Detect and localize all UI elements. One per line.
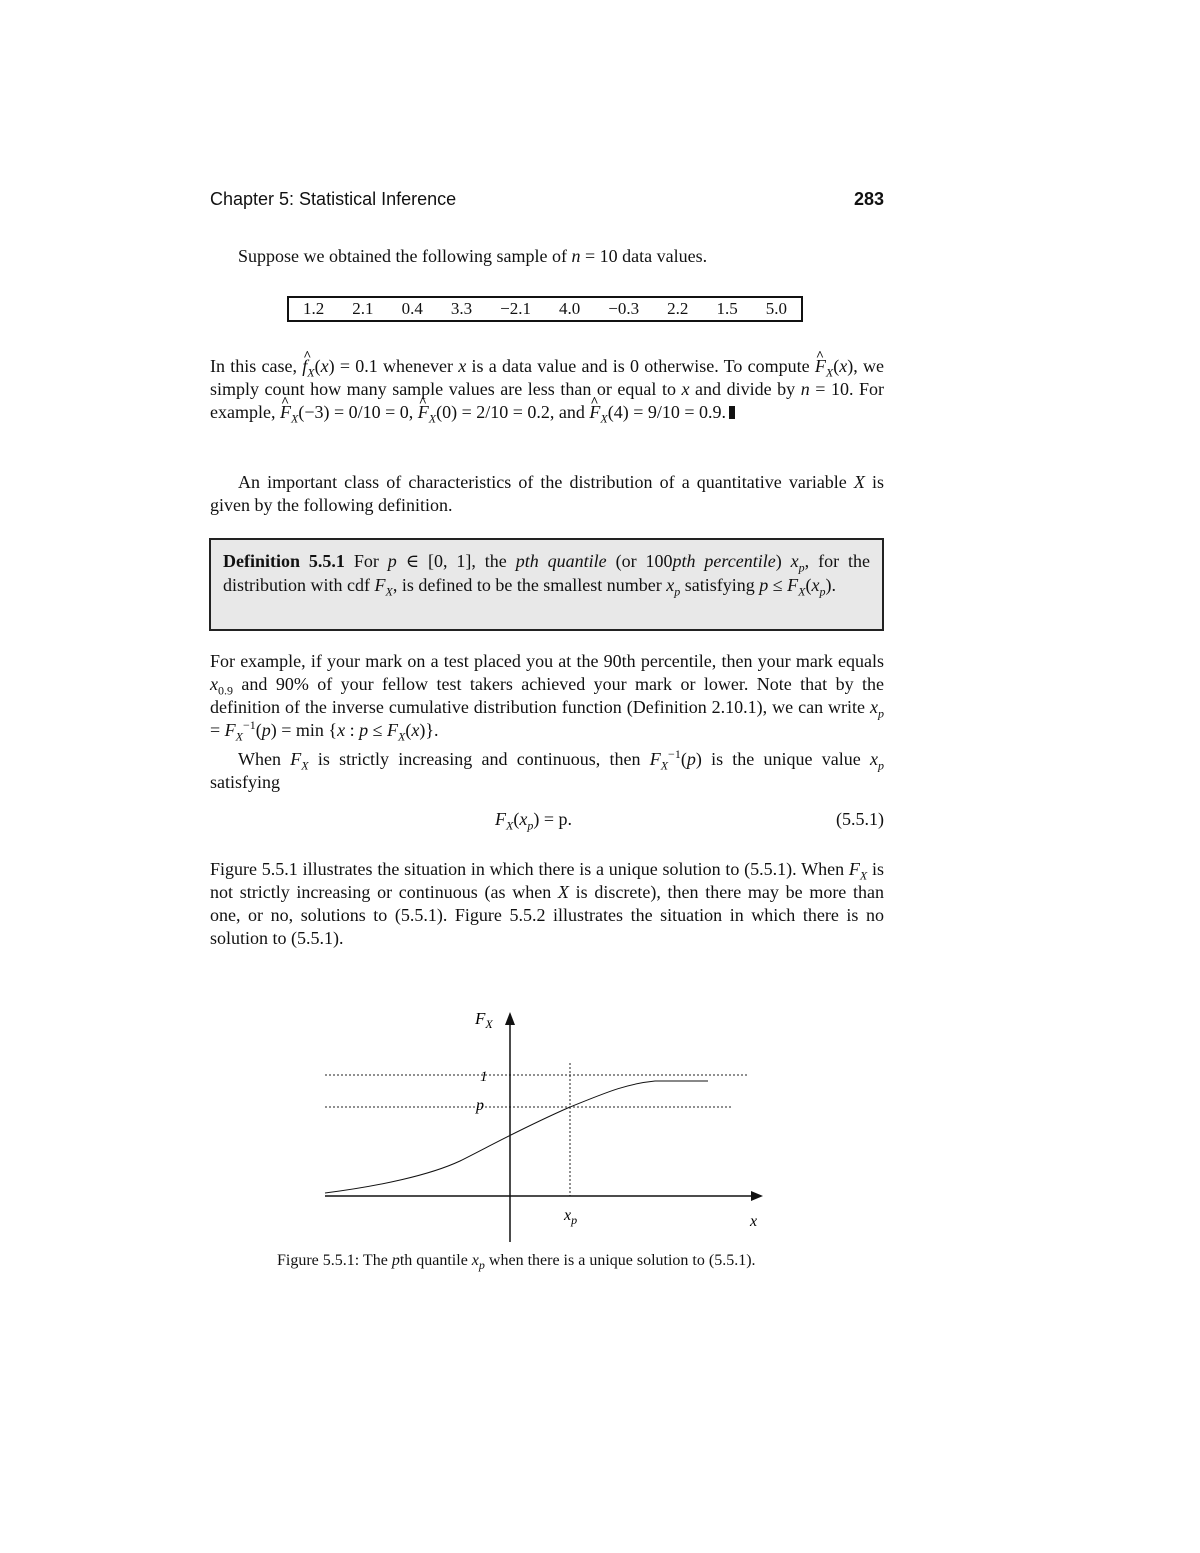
y-axis-label: $F_X$ bbox=[475, 1009, 493, 1031]
sample-value: 2.1 bbox=[352, 299, 374, 318]
chapter-header: Chapter 5: Statistical Inference bbox=[210, 189, 457, 209]
sample-value: 5.0 bbox=[765, 299, 787, 318]
tick-label-xp: $x_p$ bbox=[564, 1207, 578, 1227]
sample-value: 0.4 bbox=[401, 299, 423, 318]
x-axis-arrow bbox=[751, 1191, 763, 1201]
sample-value: −0.3 bbox=[608, 299, 640, 318]
percentile-paragraph: For example, if your mark on a test placed you at the 90th percentile, then your mark equals $x_{0.9}$ and 90% of your fellow test takers achieved your mark or lower. Note that by the definition of the inverse cumulative distribution function (Definition 2.10.1), we can write $x_p = F_X^{-1}(p) = \min \{x$ : $p \le F_X(x)$}. bbox=[210, 651, 884, 744]
sample-value: 3.3 bbox=[450, 299, 473, 318]
tick-label-one: 1 bbox=[480, 1069, 488, 1085]
sample-value: 1.2 bbox=[303, 299, 325, 318]
intro-paragraph: An important class of characteristics of the distribution of a quantitative variable X is given by the following definition. bbox=[210, 472, 884, 515]
sample-value: 4.0 bbox=[559, 299, 581, 318]
strictly-increasing-paragraph: When $F_X$ is strictly increasing and continuous, then $F_X^{-1}(p)$ is the unique value $x_p$ satisfying bbox=[210, 747, 884, 792]
sample-value: 2.2 bbox=[667, 299, 689, 318]
figure-caption: Figure 5.5.1: The pth quantile $x_p$ when there is a unique solution to (5.5.1). bbox=[277, 1252, 756, 1273]
definition-box: Definition 5.5.1 For p ∈ [0, 1], the pth quantile (or 100pth percentile) $x_p$, for the distribution with cdf $F_X$, is defined to be the smallest number $x_p$ satisfying $p \le F_X(x_p)$. bbox=[209, 538, 884, 631]
sample-intro: Suppose we obtained the following sample of n = 10 data values. bbox=[238, 246, 708, 266]
x-axis-label: x bbox=[750, 1213, 758, 1230]
equation-number: (5.5.1) bbox=[836, 809, 884, 829]
figure-reference-paragraph: Figure 5.5.1 illustrates the situation in which there is a unique solution to (5.5.1). When $F_X$ is not strictly increasing or continuous (as when X is discrete), then there may be more than one, or no, solutions to (5.5.1). Figure 5.5.2 illustrates the situation in which there is no solution to (5.5.1). bbox=[210, 859, 885, 948]
equation: $F_X(x_p) = p$. bbox=[495, 809, 572, 833]
y-axis-arrow bbox=[505, 1012, 515, 1025]
page-number: 283 bbox=[853, 189, 884, 209]
example-paragraph: In this case, ^ $f_X(x) = 0.1$ whenever x is a data value and is 0 otherwise. To compute ^ $F_X(x)$, we simply count how many sample values are less than or equal to x and divide by n = 10. For example, ^ $F_X(-3) = 0/10 = 0$, ^ $F_X(0) = 2/10 = 0.2$, and ^ $F_X(4) = 9/10 = 0.9$. bbox=[210, 355, 884, 424]
sample-value: −2.1 bbox=[500, 299, 531, 318]
tick-label-p: p bbox=[476, 1097, 484, 1114]
sample-value: 1.5 bbox=[716, 299, 738, 318]
cdf-curve bbox=[325, 1081, 708, 1193]
